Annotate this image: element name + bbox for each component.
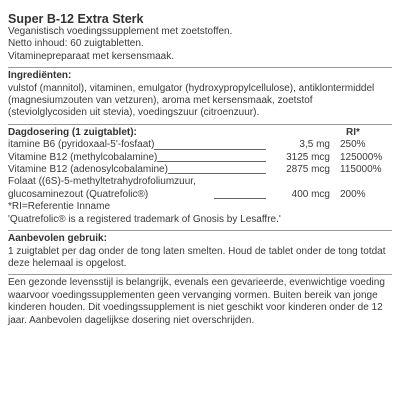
dosage-table bbox=[8, 139, 392, 201]
dosage-header bbox=[8, 127, 392, 139]
ingredients-heading: Ingrediënten: bbox=[8, 70, 72, 82]
flavor-note: Vitaminepreparaat met kersensmaak. bbox=[8, 50, 175, 62]
dosage-amount: 2875 mcg bbox=[286, 164, 330, 176]
dosage-ri-percent: 250% bbox=[340, 139, 366, 151]
dosage-ri-percent: 125000% bbox=[340, 151, 383, 163]
section-divider bbox=[8, 124, 392, 125]
dosage-row bbox=[8, 152, 392, 164]
dosage-ri-percent: 200% bbox=[340, 188, 366, 200]
ingredients-section bbox=[8, 70, 392, 120]
dosage-section bbox=[8, 127, 392, 226]
dosage-leader-line bbox=[157, 161, 266, 162]
dosage-nutrient-name: Vitamine B12 (adenosylcobalamine) bbox=[8, 164, 168, 176]
dosage-row bbox=[8, 164, 392, 176]
disclaimer-text: Een gezonde levensstijl is belangrijk, evenals een gevarieerde, evenwichtige voeding waarvoor voedingssupplementen geen vervanging vormen. Buiten bereik van jonge kinderen houden. Dit voedingssupplement is niet geschikt voor kinderen onder de 12 jaar. Aanbevolen dagelijkse dosering niet overschrijden. bbox=[8, 277, 385, 326]
ri-footnote: *RI=Referentie Inname bbox=[8, 201, 111, 213]
dosage-amount: 400 mcg bbox=[291, 188, 330, 200]
usage-text: 1 zuigtablet per dag onder de tong laten smelten. Houd de tablet onder de tong totdat deze helemaal is opgelost. bbox=[8, 245, 386, 269]
net-contents: Netto inhoud: 60 zuigtabletten. bbox=[8, 38, 144, 50]
trademark-footnote: 'Quatrefolic® is a registered trademark of Gnosis by Lesaffre.' bbox=[8, 213, 281, 225]
product-title: Super B-12 Extra Sterk bbox=[8, 12, 144, 26]
usage-heading: Aanbevolen gebruik: bbox=[8, 233, 107, 245]
dosage-ri-percent: 115000% bbox=[340, 164, 382, 176]
dosage-row bbox=[8, 176, 392, 201]
section-divider bbox=[8, 230, 392, 231]
product-description: Veganistisch voedingssupplement met zoetstoffen. bbox=[8, 26, 233, 37]
dosage-amount: 3125 mcg bbox=[286, 151, 330, 163]
dosage-leader-line bbox=[214, 198, 266, 199]
usage-section bbox=[8, 233, 392, 270]
dosage-heading: Dagdosering (1 zuigtablet): bbox=[8, 126, 137, 138]
section-divider bbox=[8, 274, 392, 275]
dosage-nutrient-name: itamine B6 (pyridoxaal-5'-fosfaat) bbox=[8, 139, 155, 151]
dosage-nutrient-name: Vitamine B12 (methylcobalamine) bbox=[8, 151, 158, 163]
ri-column-label: RI* bbox=[346, 126, 360, 138]
dosage-row bbox=[8, 139, 392, 151]
disclaimer-section bbox=[8, 277, 392, 327]
ingredients-text: vulstof (mannitol), vitaminen, emulgator (hydroxypropylcellulose), antiklontermiddel (magnesiumzouten van vetzuren), aroma met kersensmaak, zoetstof (steviolglycosiden uit stevia), voedingszuur (citroenzuur). bbox=[8, 82, 375, 119]
product-label bbox=[8, 12, 392, 327]
dosage-leader-line bbox=[168, 173, 266, 174]
dosage-leader-line bbox=[154, 149, 266, 150]
dosage-amount: 3,5 mg bbox=[299, 139, 330, 151]
section-divider bbox=[8, 67, 392, 68]
dosage-nutrient-name: Folaat ((6S)-5-methyltetrahydrofoliumzuur, glucosaminezout (Quatrefolic®) bbox=[8, 176, 196, 200]
